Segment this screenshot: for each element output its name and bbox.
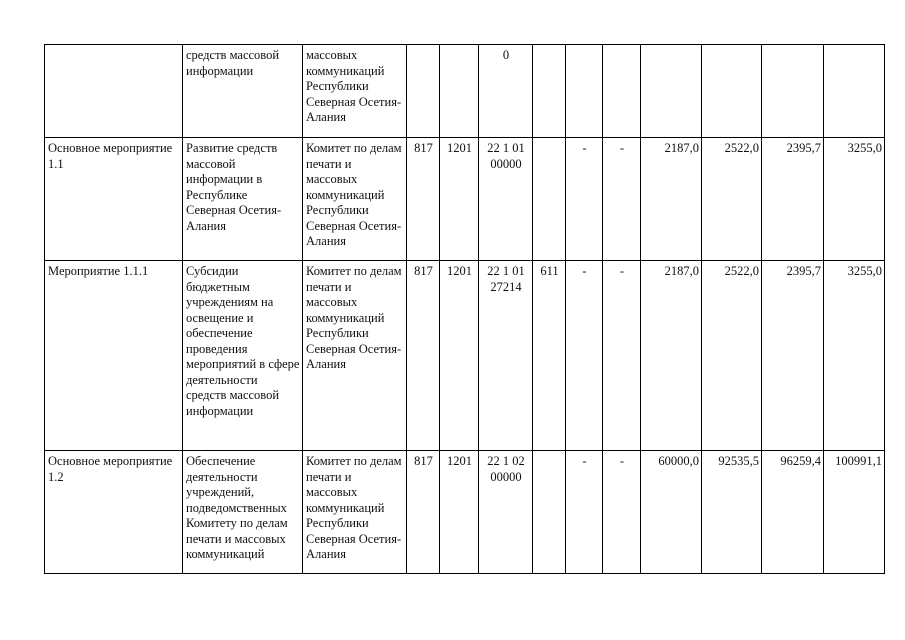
row-value3-cell xyxy=(762,45,824,138)
row-name-cell: Мероприятие 1.1.1 xyxy=(45,261,183,451)
row-value3-cell: 2395,7 xyxy=(762,138,824,261)
row-code1-cell: - xyxy=(566,261,603,451)
row-value2-cell xyxy=(702,45,762,138)
row-value4-cell: 100991,1 xyxy=(824,451,885,574)
row-vr-cell xyxy=(533,45,566,138)
row-rzpr-cell: 1201 xyxy=(440,451,479,574)
row-description-cell: Обеспечение деятельности учреждений, подведомственных Комитету по делам печати и массовых коммуникаций xyxy=(183,451,303,574)
row-csr-cell: 22 1 01 00000 xyxy=(479,138,533,261)
row-responsible-cell: Комитет по делам печати и массовых коммуникаций Республики Северная Осетия-Алания xyxy=(303,261,407,451)
row-description-cell: средств массовой информации xyxy=(183,45,303,138)
row-responsible-cell: Комитет по делам печати и массовых коммуникаций Республики Северная Осетия-Алания xyxy=(303,138,407,261)
table-row xyxy=(45,138,885,261)
row-grbs-cell: 817 xyxy=(407,261,440,451)
row-code2-cell: - xyxy=(603,138,641,261)
row-value2-cell: 2522,0 xyxy=(702,261,762,451)
row-description-cell: Субсидии бюджетным учреждениям на освещение и обеспечение проведения мероприятий в сфере деятельности средств массовой информации xyxy=(183,261,303,451)
row-vr-cell xyxy=(533,451,566,574)
row-csr-cell: 0 xyxy=(479,45,533,138)
row-value4-cell: 3255,0 xyxy=(824,261,885,451)
row-code1-cell: - xyxy=(566,451,603,574)
row-code2-cell: - xyxy=(603,451,641,574)
row-csr-cell: 22 1 02 00000 xyxy=(479,451,533,574)
row-rzpr-cell xyxy=(440,45,479,138)
row-vr-cell: 611 xyxy=(533,261,566,451)
row-name-cell: Основное мероприятие 1.2 xyxy=(45,451,183,574)
row-name-cell xyxy=(45,45,183,138)
row-csr-cell: 22 1 01 27214 xyxy=(479,261,533,451)
row-value2-cell: 92535,5 xyxy=(702,451,762,574)
row-responsible-cell: массовых коммуникаций Республики Северная Осетия-Алания xyxy=(303,45,407,138)
row-name-cell: Основное мероприятие 1.1 xyxy=(45,138,183,261)
row-value1-cell: 2187,0 xyxy=(641,138,702,261)
table-row xyxy=(45,45,885,138)
row-grbs-cell xyxy=(407,45,440,138)
row-value2-cell: 2522,0 xyxy=(702,138,762,261)
row-value1-cell: 60000,0 xyxy=(641,451,702,574)
row-rzpr-cell: 1201 xyxy=(440,138,479,261)
row-responsible-cell: Комитет по делам печати и массовых коммуникаций Республики Северная Осетия-Алания xyxy=(303,451,407,574)
row-value3-cell: 2395,7 xyxy=(762,261,824,451)
row-rzpr-cell: 1201 xyxy=(440,261,479,451)
row-vr-cell xyxy=(533,138,566,261)
row-grbs-cell: 817 xyxy=(407,138,440,261)
row-grbs-cell: 817 xyxy=(407,451,440,574)
row-description-cell: Развитие средств массовой информации в Республике Северная Осетия-Алания xyxy=(183,138,303,261)
row-value1-cell xyxy=(641,45,702,138)
budget-table xyxy=(44,44,885,574)
row-code1-cell: - xyxy=(566,138,603,261)
row-value4-cell xyxy=(824,45,885,138)
table-row xyxy=(45,451,885,574)
table-row xyxy=(45,261,885,451)
row-value4-cell: 3255,0 xyxy=(824,138,885,261)
row-value1-cell: 2187,0 xyxy=(641,261,702,451)
row-code1-cell xyxy=(566,45,603,138)
row-code2-cell xyxy=(603,45,641,138)
row-value3-cell: 96259,4 xyxy=(762,451,824,574)
row-code2-cell: - xyxy=(603,261,641,451)
